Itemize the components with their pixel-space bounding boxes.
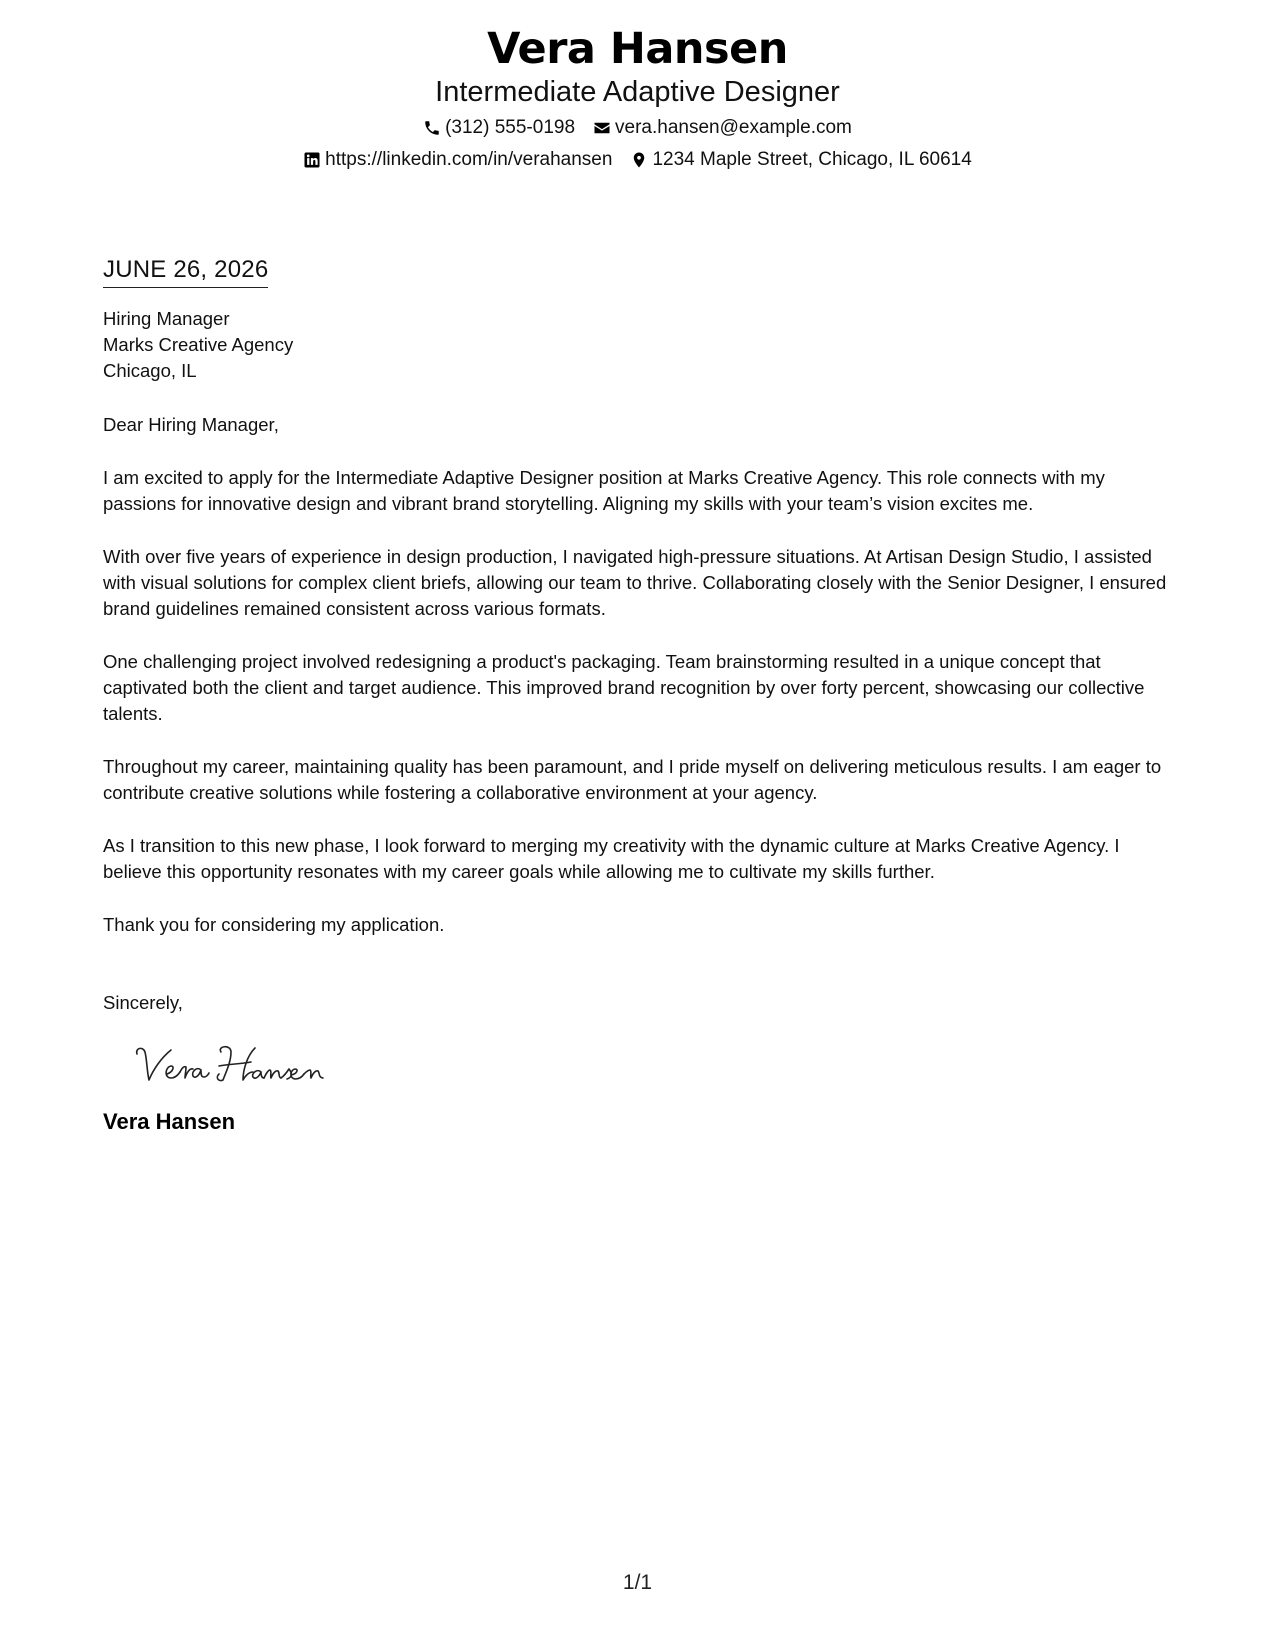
- letter-body: [103, 254, 1173, 1136]
- contact-row-secondary: [0, 148, 1275, 172]
- salutation: Dear Hiring Manager,: [103, 414, 279, 435]
- contact-address: [630, 148, 971, 172]
- email-text: vera.hansen@example.com: [615, 117, 852, 138]
- contact-email: [593, 116, 852, 140]
- applicant-title: Intermediate Adaptive Designer: [435, 76, 840, 108]
- recipient-line: Hiring Manager: [103, 308, 230, 329]
- letter-date: JUNE 26, 2026: [103, 254, 268, 288]
- phone-text: (312) 555-0198: [445, 117, 576, 138]
- linkedin-text: https://linkedin.com/in/verahansen: [325, 149, 613, 170]
- body-paragraph: With over five years of experience in design production, I navigated high-pressure situations. At Artisan Design Studio, I assisted with visual solutions for complex client briefs, allowing our team to thrive. Collaborating closely with the Senior Designer, I ensured brand guidelines remained consistent across various formats.: [103, 546, 1167, 619]
- contact-phone: [423, 116, 575, 140]
- map-marker-icon: [630, 151, 648, 169]
- body-paragraph: Throughout my career, maintaining quality has been paramount, and I pride myself on delivering meticulous results. I am eager to contribute creative solutions while fostering a collaborative environment at your agency.: [103, 756, 1162, 803]
- letter-header: [0, 22, 1275, 172]
- phone-icon: [423, 119, 441, 137]
- contact-linkedin: [303, 148, 612, 172]
- recipient-block: [103, 306, 1173, 384]
- signer-name: Vera Hansen: [103, 1109, 236, 1134]
- body-paragraph: One challenging project involved redesigning a product's packaging. Team brainstorming resulted in a unique concept that captivated both the client and target audience. This improved brand recognition by over forty percent, showcasing our collective talents.: [103, 651, 1145, 724]
- contact-row-primary: [0, 116, 1275, 140]
- page-number: 1/1: [622, 1571, 653, 1594]
- body-paragraph: Thank you for considering my application.: [103, 914, 445, 935]
- envelope-icon: [593, 119, 611, 137]
- applicant-name: Vera Hansen: [487, 24, 788, 74]
- address-text: 1234 Maple Street, Chicago, IL 60614: [652, 149, 972, 170]
- handwritten-signature: [131, 1042, 341, 1092]
- closing: Sincerely,: [103, 992, 183, 1013]
- linkedin-icon: [303, 151, 321, 169]
- recipient-line: Chicago, IL: [103, 360, 197, 381]
- recipient-line: Marks Creative Agency: [103, 334, 294, 355]
- body-paragraph: As I transition to this new phase, I look forward to merging my creativity with the dynamic culture at Marks Creative Agency. I believe this opportunity resonates with my career goals while allowing me to cultivate my skills further.: [103, 835, 1120, 882]
- body-paragraph: I am excited to apply for the Intermediate Adaptive Designer position at Marks Creative Agency. This role connects with my passions for innovative design and vibrant brand storytelling. Aligning my skills with your team’s vision excites me.: [103, 467, 1105, 514]
